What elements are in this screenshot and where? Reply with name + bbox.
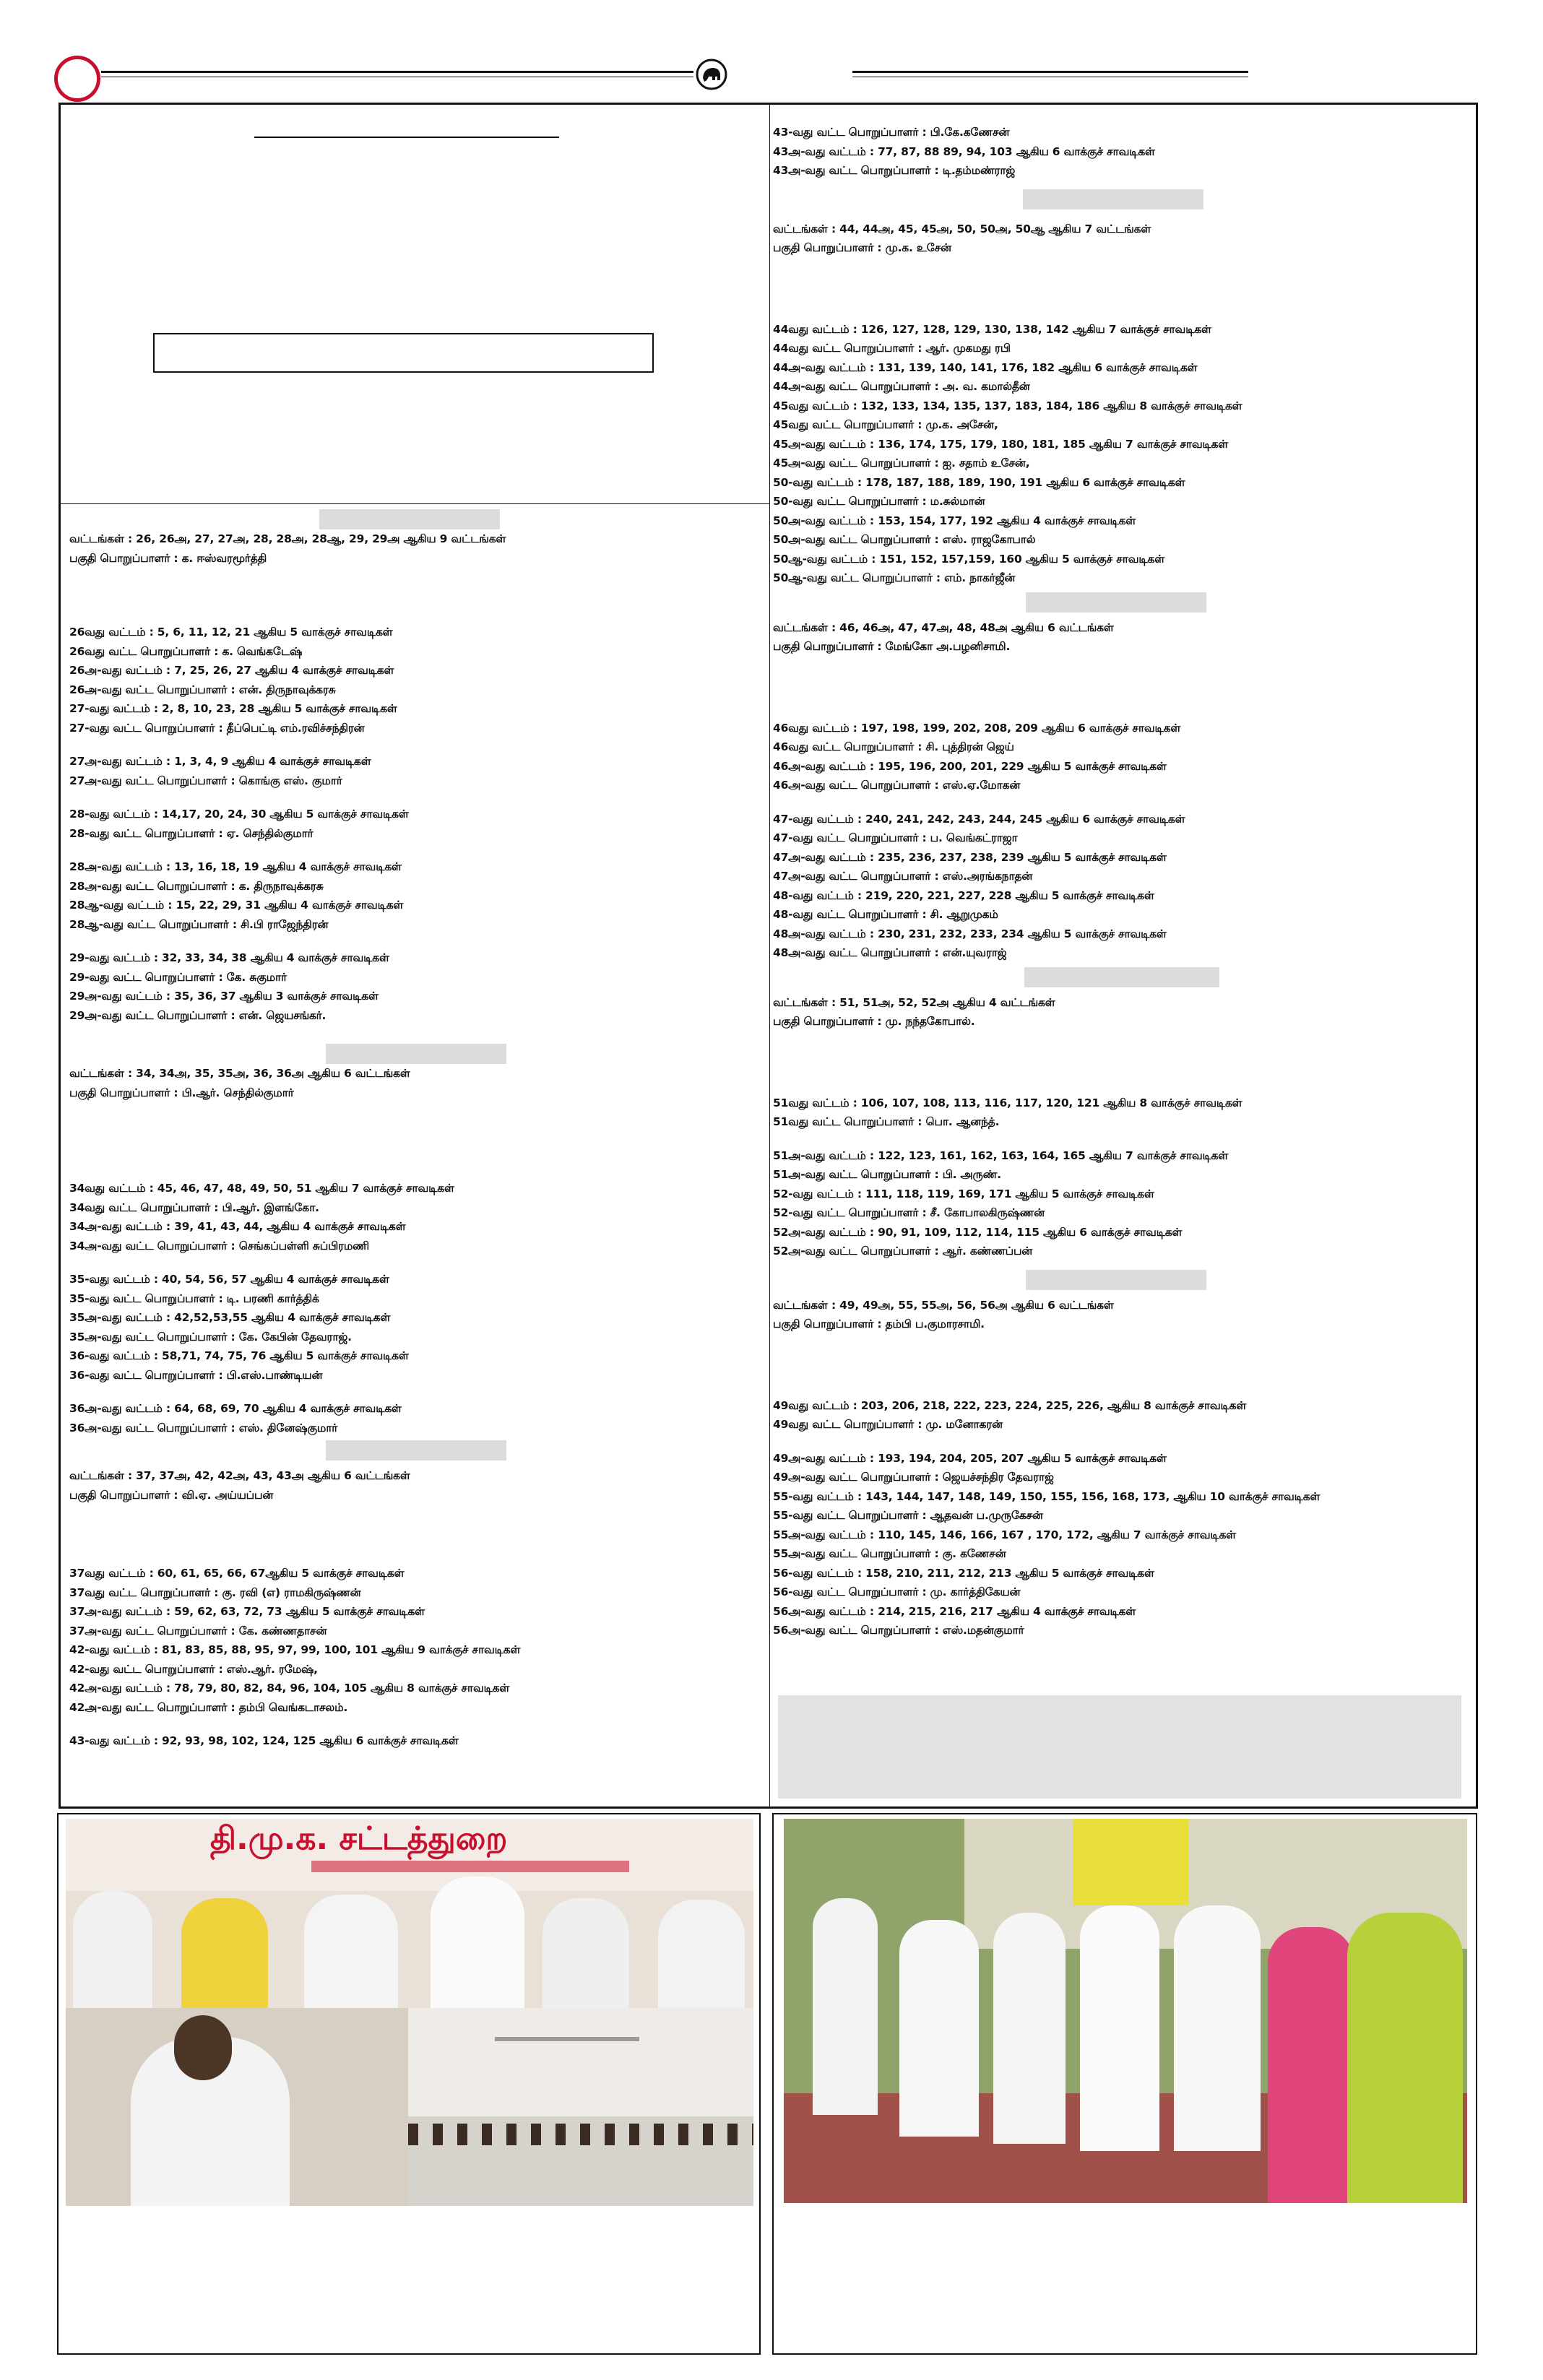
column-divider xyxy=(769,105,770,1806)
list-line: 36அ-வது வட்டம் : 64, 68, 69, 70 ஆகிய 4 வாக்குச் சாவடிகள் xyxy=(69,1402,402,1415)
block-1 xyxy=(69,529,763,568)
person xyxy=(813,1898,878,2115)
list-line: 27-வது வட்டம் : 2, 8, 10, 23, 28 ஆகிய 5 வாக்குச் சாவடிகள் xyxy=(69,702,397,715)
person xyxy=(543,1898,629,2008)
section-heading-placeholder xyxy=(326,1440,506,1461)
headline-box xyxy=(153,333,654,373)
list-line: 43-வது வட்ட பொறுப்பாளர் : பி.கே.கணேசன் xyxy=(773,126,1010,139)
person xyxy=(73,1891,152,2008)
list-line: 50-வது வட்ட பொறுப்பாளர் : ம.சுல்மான் xyxy=(773,495,985,508)
list-line: 52-வது வட்டம் : 111, 118, 119, 169, 171 ஆகிய 5 வாக்குச் சாவடிகள் xyxy=(773,1187,1154,1200)
list-line: வட்டங்கள் : 37, 37அ, 42, 42அ, 43, 43அ ஆகிய 6 வட்டங்கள் xyxy=(69,1469,410,1482)
speaker-head xyxy=(174,2015,232,2080)
block-r4 xyxy=(773,618,1474,657)
list-line: 27அ-வது வட்ட பொறுப்பாளர் : கொங்கு எஸ். குமார் xyxy=(69,774,342,787)
section-heading-placeholder xyxy=(1026,592,1206,613)
list-line: 47அ-வது வட்டம் : 235, 236, 237, 238, 239 ஆகிய 5 வாக்குச் சாவடிகள் xyxy=(773,850,1167,864)
list-line: 47-வது வட்ட பொறுப்பாளர் : ப. வெங்கட்ராஜா xyxy=(773,831,1018,844)
list-line: வட்டங்கள் : 34, 34அ, 35, 35அ, 36, 36அ ஆகிய 6 வட்டங்கள் xyxy=(69,1067,410,1080)
list-line: 50அ-வது வட்டம் : 153, 154, 177, 192 ஆகிய 4 வாக்குச் சாவடிகள் xyxy=(773,514,1136,527)
section-heading-placeholder xyxy=(1026,1270,1206,1290)
list-line: 29அ-வது வட்டம் : 35, 36, 37 ஆகிய 3 வாக்குச் சாவடிகள் xyxy=(69,990,379,1003)
list-line: 42அ-வது வட்ட பொறுப்பாளர் : தம்பி வெங்கடாசலம். xyxy=(69,1700,348,1714)
list-line: 28ஆ-வது வட்டம் : 15, 22, 29, 31 ஆகிய 4 வாக்குச் சாவடிகள் xyxy=(69,899,404,912)
list-line: 28அ-வது வட்டம் : 13, 16, 18, 19 ஆகிய 4 வாக்குச் சாவடிகள் xyxy=(69,860,402,873)
person xyxy=(1174,1905,1261,2151)
block-r8 xyxy=(773,1296,1474,1334)
block-2 xyxy=(69,623,763,1025)
list-line: 37அ-வது வட்டம் : 59, 62, 63, 72, 73 ஆகிய 5 வாக்குச் சாவடிகள் xyxy=(69,1605,425,1618)
list-line: பகுதி பொறுப்பாளர் : க. ஈஸ்வரமூர்த்தி xyxy=(69,551,267,565)
block-r3 xyxy=(773,320,1474,588)
list-line: 52அ-வது வட்ட பொறுப்பாளர் : ஆர். கண்ணப்பன் xyxy=(773,1245,1033,1258)
section-heading-placeholder xyxy=(1023,189,1203,209)
list-line: 45அ-வது வட்டம் : 136, 174, 175, 179, 180, 181, 185 ஆகிய 7 வாக்குச் சாவடிகள் xyxy=(773,437,1229,451)
list-line: பகுதி பொறுப்பாளர் : தம்பி ப.குமாரசாமி. xyxy=(773,1317,985,1330)
block-3 xyxy=(69,1064,763,1102)
list-line: 48அ-வது வட்ட பொறுப்பாளர் : என்.யுவராஜ் xyxy=(773,946,1007,959)
headline-bottom-rule xyxy=(61,503,769,504)
list-line: பகுதி பொறுப்பாளர் : மு. நந்தகோபால். xyxy=(773,1015,975,1028)
list-line: 50அ-வது வட்ட பொறுப்பாளர் : எஸ். ராஜகோபால் xyxy=(773,533,1036,546)
list-line: 35அ-வது வட்டம் : 42,52,53,55 ஆகிய 4 வாக்குச் சாவடிகள் xyxy=(69,1311,391,1324)
list-line: 49அ-வது வட்ட பொறுப்பாளர் : ஜெயச்சந்திர தேவராஜ் xyxy=(773,1471,1054,1484)
list-line: 26வது வட்டம் : 5, 6, 11, 12, 21 ஆகிய 5 வாக்குச் சாவடிகள் xyxy=(69,626,393,639)
masthead-right-rule xyxy=(852,71,1248,73)
list-line: 28அ-வது வட்ட பொறுப்பாளர் : க. திருநாவுக்கரசு xyxy=(69,879,324,893)
list-line: 35அ-வது வட்ட பொறுப்பாளர் : கே. கேபின் தேவராஜ். xyxy=(69,1330,352,1343)
list-line: 36அ-வது வட்ட பொறுப்பாளர் : எஸ். தினேஷ்குமார் xyxy=(69,1421,338,1435)
ceremony-photo xyxy=(784,1819,1467,2203)
list-line: 26வது வட்ட பொறுப்பாளர் : க. வெங்கடேஷ் xyxy=(69,644,303,658)
list-line: 43அ-வது வட்ட பொறுப்பாளர் : டி.தம்மண்ராஜ் xyxy=(773,164,1016,177)
masthead-circle-icon xyxy=(54,56,100,102)
list-line: 28ஆ-வது வட்ட பொறுப்பாளர் : சி.பி ராஜேந்திரன் xyxy=(69,917,329,931)
list-line: 49வது வட்டம் : 203, 206, 218, 222, 223, 224, 225, 226, ஆகிய 8 வாக்குச் சாவடிகள் xyxy=(773,1398,1247,1412)
headline-rule xyxy=(254,137,559,138)
list-line: வட்டங்கள் : 49, 49அ, 55, 55அ, 56, 56அ ஆகிய 6 வட்டங்கள் xyxy=(773,1298,1114,1312)
list-line: 27-வது வட்ட பொறுப்பாளர் : தீப்பெட்டி எம்.ரவிச்சந்திரன் xyxy=(69,721,365,735)
list-line: 43அ-வது வட்டம் : 77, 87, 88 89, 94, 103 ஆகிய 6 வாக்குச் சாவடிகள் xyxy=(773,144,1155,158)
block-r6 xyxy=(773,993,1474,1031)
block-r5 xyxy=(773,719,1474,963)
list-line: வட்டங்கள் : 44, 44அ, 45, 45அ, 50, 50அ, 50ஆ ஆகிய 7 வட்டங்கள் xyxy=(773,222,1151,235)
list-line: 48-வது வட்டம் : 219, 220, 221, 227, 228 ஆகிய 5 வாக்குச் சாவடிகள் xyxy=(773,888,1154,902)
banner-title: தி.மு.க. சட்டத்துறை xyxy=(210,1820,508,1857)
list-line: 34அ-வது வட்ட பொறுப்பாளர் : செங்கப்பள்ளி சுப்பிரமணி xyxy=(69,1239,369,1252)
block-5 xyxy=(69,1466,763,1505)
list-line: 50-வது வட்டம் : 178, 187, 188, 189, 190, 191 ஆகிய 6 வாக்குச் சாவடிகள் xyxy=(773,475,1185,489)
list-line: 56அ-வது வட்டம் : 214, 215, 216, 217 ஆகிய 4 வாக்குச் சாவடிகள் xyxy=(773,1604,1136,1618)
left-column xyxy=(69,509,763,1751)
list-line: 46அ-வது வட்டம் : 195, 196, 200, 201, 229 ஆகிய 5 வாக்குச் சாவடிகள் xyxy=(773,759,1167,773)
list-line: 26அ-வது வட்ட பொறுப்பாளர் : என். திருநாவுக்கரசு xyxy=(69,683,336,696)
masthead-rule xyxy=(101,71,693,73)
list-line: 55அ-வது வட்டம் : 110, 145, 146, 166, 167 , 170, 172, ஆகிய 7 வாக்குச் சாவடிகள் xyxy=(773,1528,1236,1541)
list-line: வட்டங்கள் : 46, 46அ, 47, 47அ, 48, 48அ ஆகிய 6 வட்டங்கள் xyxy=(773,620,1114,634)
list-line: 52-வது வட்ட பொறுப்பாளர் : சீ. கோபாலகிருஷ்ணன் xyxy=(773,1206,1045,1219)
list-line: 34வது வட்ட பொறுப்பாளர் : பி.ஆர். இளங்கோ. xyxy=(69,1200,319,1214)
meeting-photo-top xyxy=(66,1819,753,2008)
person xyxy=(1080,1905,1159,2151)
list-line: 49அ-வது வட்டம் : 193, 194, 204, 205, 207 ஆகிய 5 வாக்குச் சாவடிகள் xyxy=(773,1451,1167,1465)
list-line: பகுதி பொறுப்பாளர் : மு.க. உசேன் xyxy=(773,241,951,254)
section-heading-placeholder xyxy=(326,1044,506,1064)
list-line: 37அ-வது வட்ட பொறுப்பாளர் : கே. கண்ணதாசன் xyxy=(69,1624,327,1637)
list-line: 48அ-வது வட்டம் : 230, 231, 232, 233, 234 ஆகிய 5 வாக்குச் சாவடிகள் xyxy=(773,927,1167,940)
list-line: 34அ-வது வட்டம் : 39, 41, 43, 44, ஆகிய 4 வாக்குச் சாவடிகள் xyxy=(69,1220,406,1233)
list-line: 27அ-வது வட்டம் : 1, 3, 4, 9 ஆகிய 4 வாக்குச் சாவடிகள் xyxy=(69,755,371,768)
block-6 xyxy=(69,1564,763,1751)
list-line: 37வது வட்ட பொறுப்பாளர் : கு. ரவி (எ) ராமகிருஷ்ணன் xyxy=(69,1585,361,1599)
list-line: 37வது வட்டம் : 60, 61, 65, 66, 67ஆகிய 5 வாக்குச் சாவடிகள் xyxy=(69,1567,405,1580)
list-line: 50ஆ-வது வட்டம் : 151, 152, 157,159, 160 ஆகிய 5 வாக்குச் சாவடிகள் xyxy=(773,552,1164,566)
person xyxy=(899,1920,979,2137)
list-line: பகுதி பொறுப்பாளர் : பி.ஆர். செந்தில்குமார் xyxy=(69,1086,294,1099)
audience-heads xyxy=(408,2124,753,2145)
speaker-photo xyxy=(66,2008,408,2206)
list-line: 29அ-வது வட்ட பொறுப்பாளர் : என். ஜெயசங்கர். xyxy=(69,1008,327,1022)
list-line: 35-வது வட்ட பொறுப்பாளர் : டி. பரணி கார்த்திக் xyxy=(69,1291,319,1305)
list-line: 42-வது வட்ட பொறுப்பாளர் : எஸ்.ஆர். ரமேஷ், xyxy=(69,1662,318,1676)
person xyxy=(431,1877,524,2008)
block-4 xyxy=(69,1179,763,1437)
person xyxy=(658,1900,745,2008)
person-saree-pink xyxy=(1268,1927,1354,2203)
list-line: 51அ-வது வட்ட பொறுப்பாளர் : பி. அருண். xyxy=(773,1168,1001,1181)
list-line: 36-வது வட்டம் : 58,71, 74, 75, 76 ஆகிய 5 வாக்குச் சாவடிகள் xyxy=(69,1349,409,1362)
list-line: 26அ-வது வட்டம் : 7, 25, 26, 27 ஆகிய 4 வாக்குச் சாவடிகள் xyxy=(69,664,394,677)
block-r1 xyxy=(773,123,1474,181)
list-line: வட்டங்கள் : 26, 26அ, 27, 27அ, 28, 28அ, 28ஆ, 29, 29அ ஆகிய 9 வட்டங்கள் xyxy=(69,532,506,545)
list-line: பகுதி பொறுப்பாளர் : மேங்கோ அ.பழனிசாமி. xyxy=(773,640,1011,653)
list-line: 56அ-வது வட்ட பொறுப்பாளர் : எஸ்.மதன்குமார் xyxy=(773,1624,1024,1637)
elephant-emblem-icon xyxy=(695,58,728,91)
list-line: 36-வது வட்ட பொறுப்பாளர் : பி.எஸ்.பாண்டியன் xyxy=(69,1368,323,1382)
section-heading-placeholder xyxy=(1024,967,1219,987)
block-r7 xyxy=(773,1094,1474,1261)
list-line: 45வது வட்டம் : 132, 133, 134, 135, 137, 183, 184, 186 ஆகிய 8 வாக்குச் சாவடிகள் xyxy=(773,399,1242,412)
list-line: 51வது வட்ட பொறுப்பாளர் : பொ. ஆனந்த். xyxy=(773,1115,1000,1128)
list-line: 55-வது வட்ட பொறுப்பாளர் : ஆதவன் ப.முருகேசன் xyxy=(773,1509,1043,1522)
list-line: 51வது வட்டம் : 106, 107, 108, 113, 116, 117, 120, 121 ஆகிய 8 வாக்குச் சாவடிகள் xyxy=(773,1096,1242,1109)
person xyxy=(181,1898,268,2008)
right-column xyxy=(773,123,1474,1640)
list-line: 45வது வட்ட பொறுப்பாளர் : மு.க. அசேன், xyxy=(773,418,998,431)
list-line: பகுதி பொறுப்பாளர் : வி.ஏ. அய்யப்பன் xyxy=(69,1488,274,1502)
person-saree-green xyxy=(1347,1913,1463,2203)
list-line: 29-வது வட்ட பொறுப்பாளர் : கே. சுகுமார் xyxy=(69,970,287,984)
list-line: 43-வது வட்டம் : 92, 93, 98, 102, 124, 125 ஆகிய 6 வாக்குச் சாவடிகள் xyxy=(69,1734,459,1747)
list-line: 50ஆ-வது வட்ட பொறுப்பாளர் : எம். நாகர்ஜீன் xyxy=(773,571,1016,584)
list-line: 42அ-வது வட்டம் : 78, 79, 80, 82, 84, 96, 104, 105 ஆகிய 8 வாக்குச் சாவடிகள் xyxy=(69,1682,510,1695)
list-line: 34வது வட்டம் : 45, 46, 47, 48, 49, 50, 51 ஆகிய 7 வாக்குச் சாவடிகள் xyxy=(69,1182,454,1195)
list-line: 48-வது வட்ட பொறுப்பாளர் : சி. ஆறுமுகம் xyxy=(773,908,998,921)
list-line: வட்டங்கள் : 51, 51அ, 52, 52அ ஆகிய 4 வட்டங்கள் xyxy=(773,995,1055,1009)
list-line: 44அ-வது வட்ட பொறுப்பாளர் : அ. வ. கமால்தீன் xyxy=(773,380,1030,393)
person xyxy=(304,1895,398,2008)
list-line: 45அ-வது வட்ட பொறுப்பாளர் : ஐ. சதாம் உசேன், xyxy=(773,456,1030,469)
list-line: 46அ-வது வட்ட பொறுப்பாளர் : எஸ்.ஏ.மோகன் xyxy=(773,779,1021,792)
list-line: 35-வது வட்டம் : 40, 54, 56, 57 ஆகிய 4 வாக்குச் சாவடிகள் xyxy=(69,1273,389,1286)
person xyxy=(993,1913,1066,2144)
list-line: 52அ-வது வட்டம் : 90, 91, 109, 112, 114, 115 ஆகிய 6 வாக்குச் சாவடிகள் xyxy=(773,1225,1183,1239)
list-line: 56-வது வட்டம் : 158, 210, 211, 212, 213 ஆகிய 5 வாக்குச் சாவடிகள் xyxy=(773,1566,1154,1580)
grey-advert-box xyxy=(778,1695,1461,1799)
list-line: 28-வது வட்ட பொறுப்பாளர் : ஏ. செந்தில்குமார் xyxy=(69,826,314,840)
list-line: 51அ-வது வட்டம் : 122, 123, 161, 162, 163, 164, 165 ஆகிய 7 வாக்குச் சாவடிகள் xyxy=(773,1148,1229,1162)
list-line: 28-வது வட்டம் : 14,17, 20, 24, 30 ஆகிய 5 வாக்குச் சாவடிகள் xyxy=(69,808,409,821)
list-line: 42-வது வட்டம் : 81, 83, 85, 88, 95, 97, 99, 100, 101 ஆகிய 9 வாக்குச் சாவடிகள் xyxy=(69,1643,521,1656)
list-line: 46வது வட்ட பொறுப்பாளர் : சி. புத்திரன் ஜெய் xyxy=(773,740,1014,753)
list-line: 55அ-வது வட்ட பொறுப்பாளர் : கு. கணேசன் xyxy=(773,1547,1006,1560)
list-line: 55-வது வட்டம் : 143, 144, 147, 148, 149, 150, 155, 156, 168, 173, ஆகிய 10 வாக்குச் சாவடிகள் xyxy=(773,1489,1321,1503)
list-line: 29-வது வட்டம் : 32, 33, 34, 38 ஆகிய 4 வாக்குச் சாவடிகள் xyxy=(69,951,389,964)
banner-subtitle-band xyxy=(311,1861,629,1872)
list-line: 44வது வட்டம் : 126, 127, 128, 129, 130, 138, 142 ஆகிய 7 வாக்குச் சாவடிகள் xyxy=(773,322,1211,336)
list-line: 44வது வட்ட பொறுப்பாளர் : ஆர். முகமது ரபி xyxy=(773,342,1011,355)
yellow-building xyxy=(1073,1819,1188,1905)
audience-photo xyxy=(408,2008,753,2206)
ceiling-fan xyxy=(495,2037,639,2041)
list-line: 47-வது வட்டம் : 240, 241, 242, 243, 244, 245 ஆகிய 6 வாக்குச் சாவடிகள் xyxy=(773,812,1185,826)
block-r2 xyxy=(773,220,1474,258)
list-line: 47அ-வது வட்ட பொறுப்பாளர் : எஸ்.அரங்கநாதன் xyxy=(773,870,1033,883)
list-line: 56-வது வட்ட பொறுப்பாளர் : மு. கார்த்திகேயன் xyxy=(773,1585,1021,1598)
list-line: 44அ-வது வட்டம் : 131, 139, 140, 141, 176, 182 ஆகிய 6 வாக்குச் சாவடிகள் xyxy=(773,360,1198,374)
block-r9 xyxy=(773,1396,1474,1640)
list-line: 46வது வட்டம் : 197, 198, 199, 202, 208, 209 ஆகிய 6 வாக்குச் சாவடிகள் xyxy=(773,721,1181,735)
section-heading-placeholder xyxy=(319,509,500,529)
list-line: 49வது வட்ட பொறுப்பாளர் : மு. மனோகரன் xyxy=(773,1418,1003,1431)
